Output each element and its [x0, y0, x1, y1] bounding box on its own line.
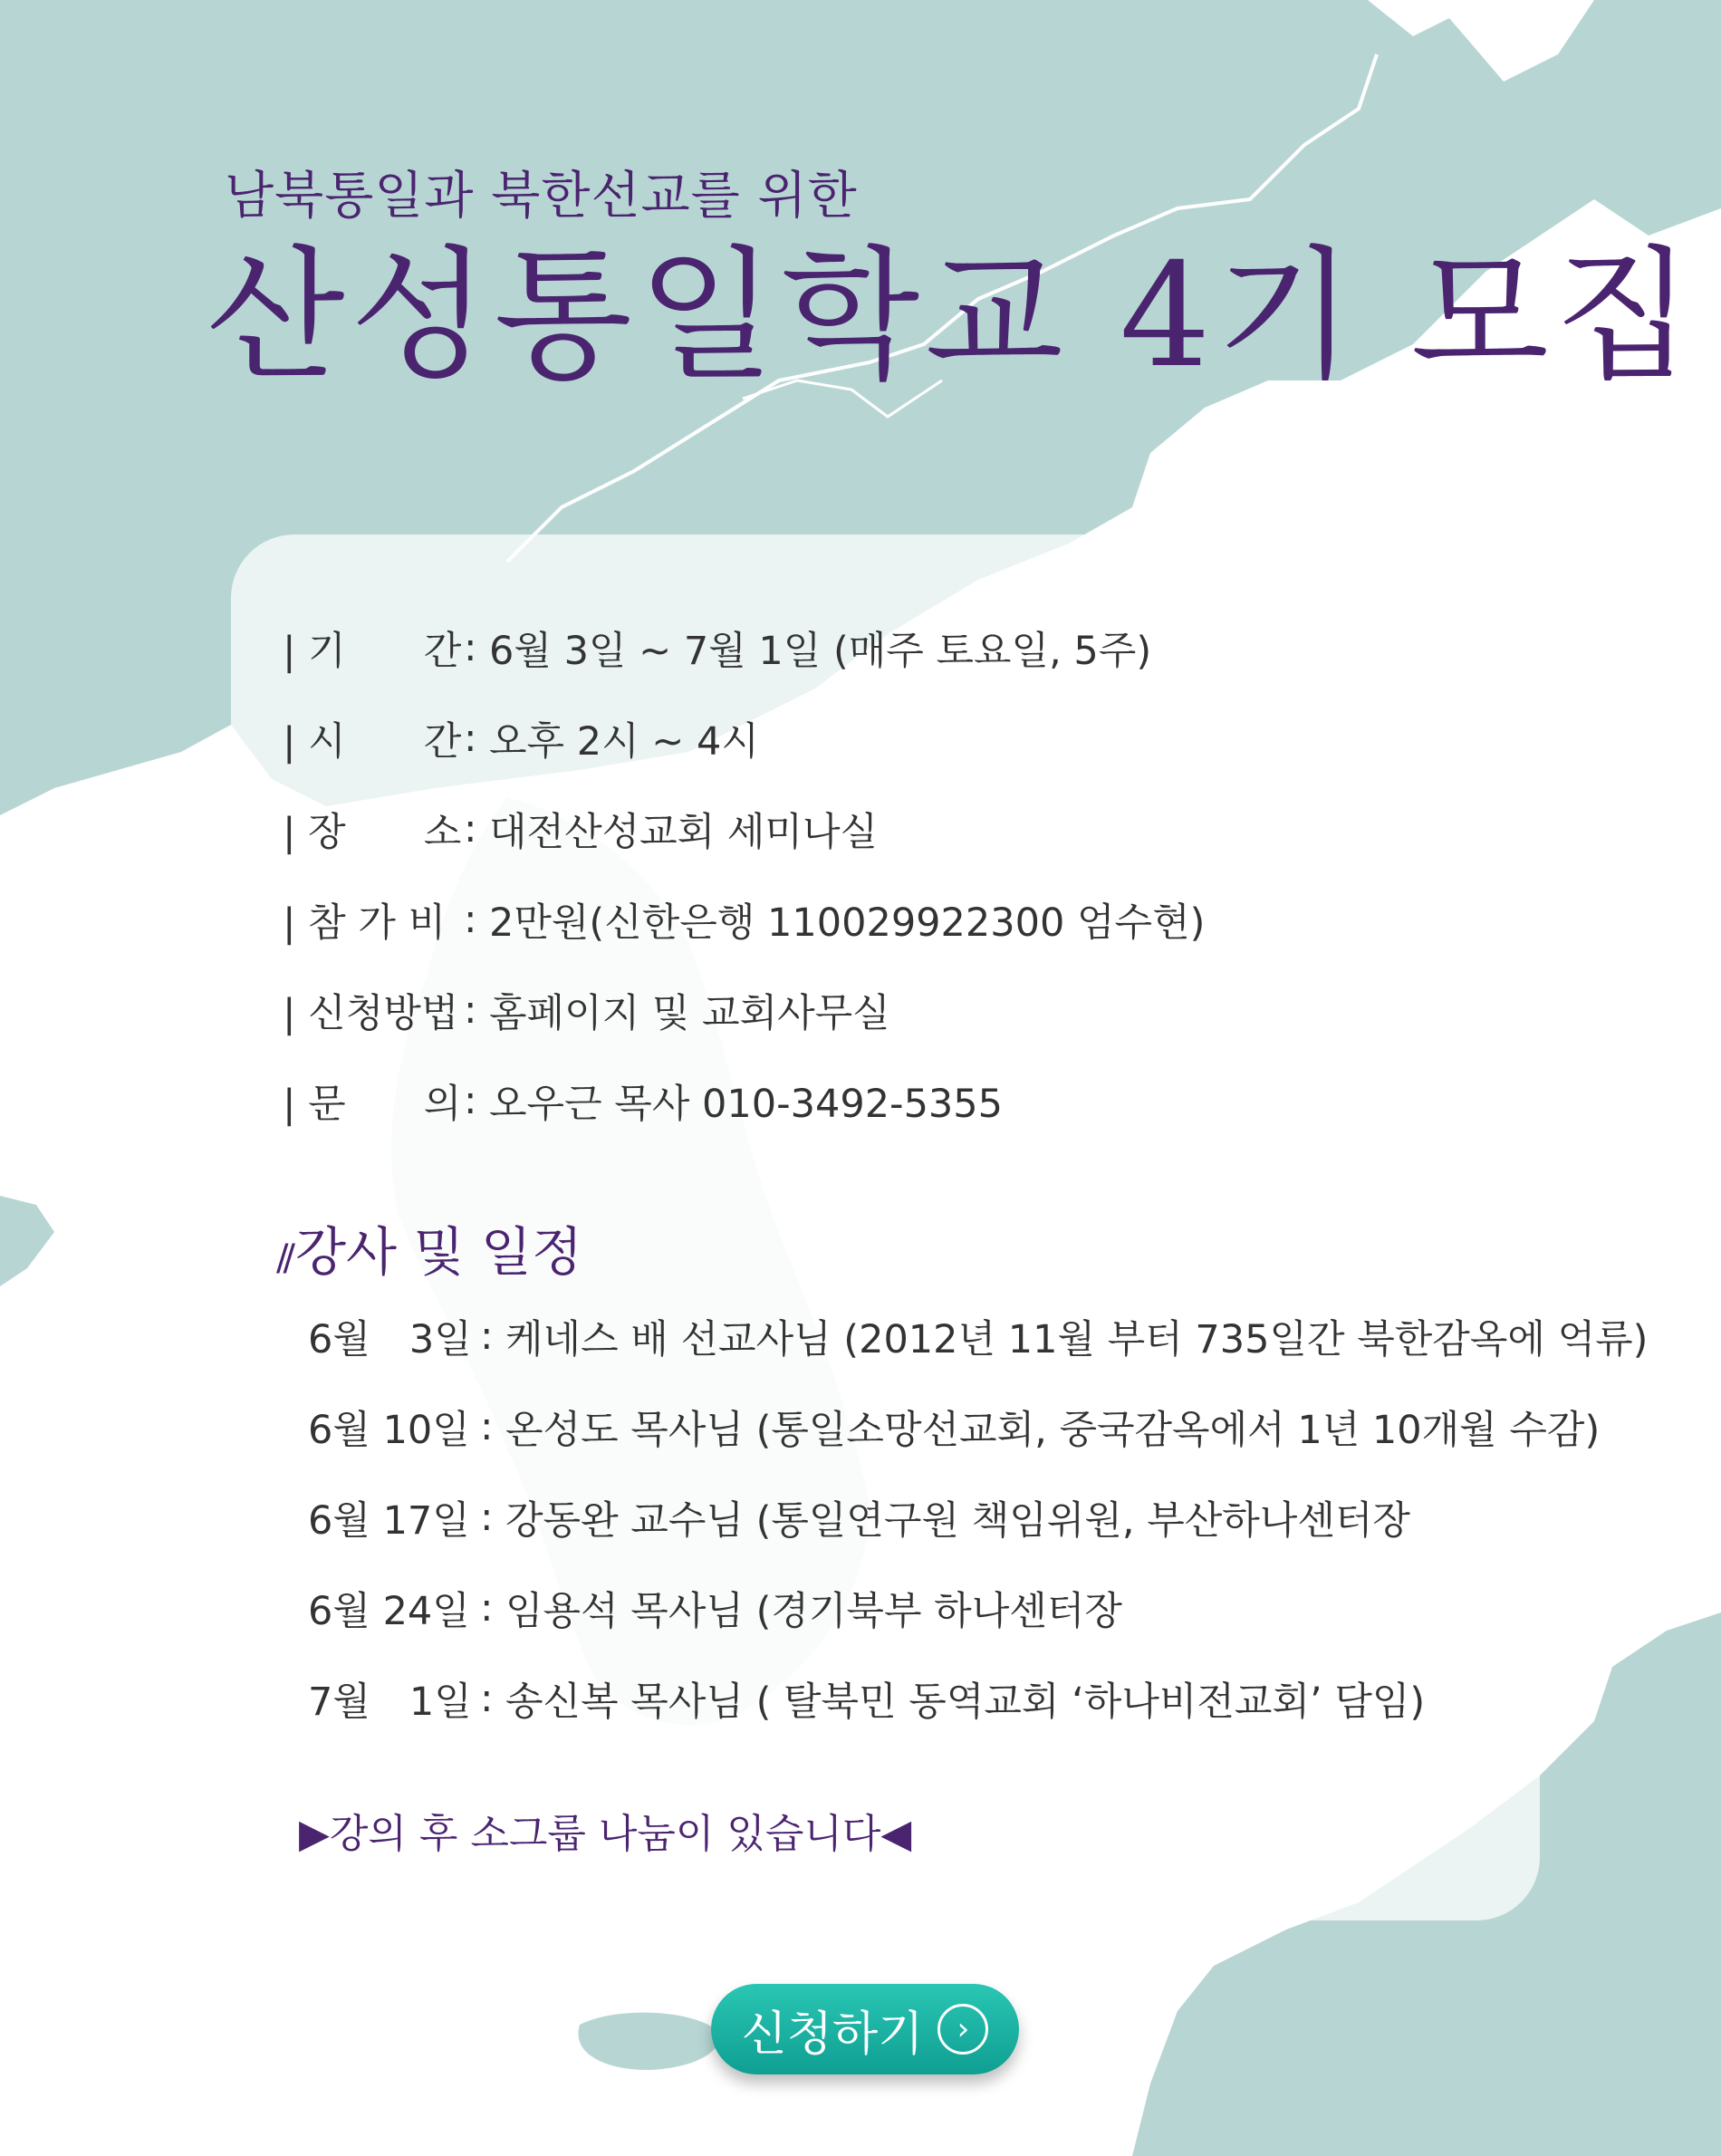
- schedule-heading-text: 강사 및 일정: [294, 1221, 582, 1283]
- info-label: | 문 의: [283, 1081, 462, 1127]
- schedule-value: 송신복 목사님 ( 탈북민 동역교회 ‘하나비전교회’ 담임): [505, 1679, 1426, 1725]
- info-value: 오우근 목사 010-3492-5355: [489, 1081, 1003, 1127]
- schedule-date: 6월 24일: [308, 1588, 470, 1634]
- schedule-row: [308, 1576, 1122, 1640]
- group-sharing-note: ▶강의 후 소그룹 나눔이 있습니다◀: [299, 1811, 912, 1857]
- poster-title: 산성통일학교 4기 모집: [207, 233, 1698, 399]
- schedule-separator: :: [480, 1314, 494, 1359]
- schedule-separator: :: [480, 1585, 494, 1631]
- schedule-separator: :: [480, 1495, 494, 1540]
- info-row-period: [283, 616, 1151, 679]
- schedule-value: 강동완 교수님 (통일연구원 책임위원, 부산하나센터장: [505, 1497, 1410, 1544]
- schedule-separator: :: [480, 1676, 494, 1721]
- info-label: | 신청방법: [283, 990, 459, 1036]
- info-separator: :: [464, 987, 477, 1033]
- schedule-value: 임용석 목사님 (경기북부 하나센터장: [505, 1588, 1122, 1634]
- schedule-date: 6월 3일: [308, 1316, 472, 1362]
- info-row-contact: [283, 1069, 1003, 1132]
- info-value: 홈페이지 및 교회사무실: [489, 990, 890, 1036]
- apply-button[interactable]: [711, 1984, 1019, 2074]
- info-separator: :: [464, 1078, 477, 1123]
- schedule-row: [308, 1667, 1425, 1730]
- schedule-separator: :: [480, 1404, 494, 1449]
- info-row-apply-method: [283, 978, 890, 1042]
- info-separator: :: [464, 806, 477, 852]
- info-value: 6월 3일 ~ 7월 1일 (매주 토요일, 5주): [489, 628, 1152, 674]
- info-value: 오후 2시 ~ 4시: [489, 718, 759, 765]
- info-label: | 장 소: [283, 809, 462, 855]
- schedule-date: 7월 1일: [308, 1679, 472, 1725]
- coast-islands: [0, 1196, 54, 1286]
- schedule-heading: [276, 1209, 582, 1285]
- schedule-row: [308, 1395, 1600, 1458]
- info-separator: :: [464, 897, 477, 942]
- schedule-row: [308, 1304, 1648, 1368]
- apply-button-label: 신청하기: [741, 2007, 924, 2062]
- schedule-value: 케네스 배 선교사님 (2012년 11월 부터 735일간 북한감옥에 억류): [505, 1316, 1649, 1362]
- info-separator: :: [464, 716, 477, 761]
- schedule-date: 6월 17일: [308, 1497, 470, 1544]
- info-separator: :: [464, 625, 477, 670]
- schedule-value: 온성도 목사님 (통일소망선교회, 중국감옥에서 1년 10개월 수감): [505, 1407, 1601, 1453]
- info-row-fee: [283, 888, 1205, 951]
- info-value: 대전산성교회 세미나실: [489, 809, 879, 855]
- info-value: 2만원(신한은행 110029922300 엄수현): [489, 900, 1206, 946]
- slash-mark: //: [276, 1237, 290, 1279]
- chevron-right-circle-icon: ›: [937, 2004, 988, 2055]
- info-label: | 시 간: [283, 718, 462, 765]
- jeju-island: [578, 2013, 718, 2070]
- schedule-row: [308, 1486, 1410, 1549]
- info-label: | 기 간: [283, 628, 462, 674]
- schedule-date: 6월 10일: [308, 1407, 470, 1453]
- info-label: | 참 가 비: [283, 900, 447, 946]
- info-row-time: [283, 707, 759, 770]
- info-row-place: [283, 797, 878, 861]
- poster-subtitle: 남북통일과 북한선교를 위한: [225, 167, 858, 226]
